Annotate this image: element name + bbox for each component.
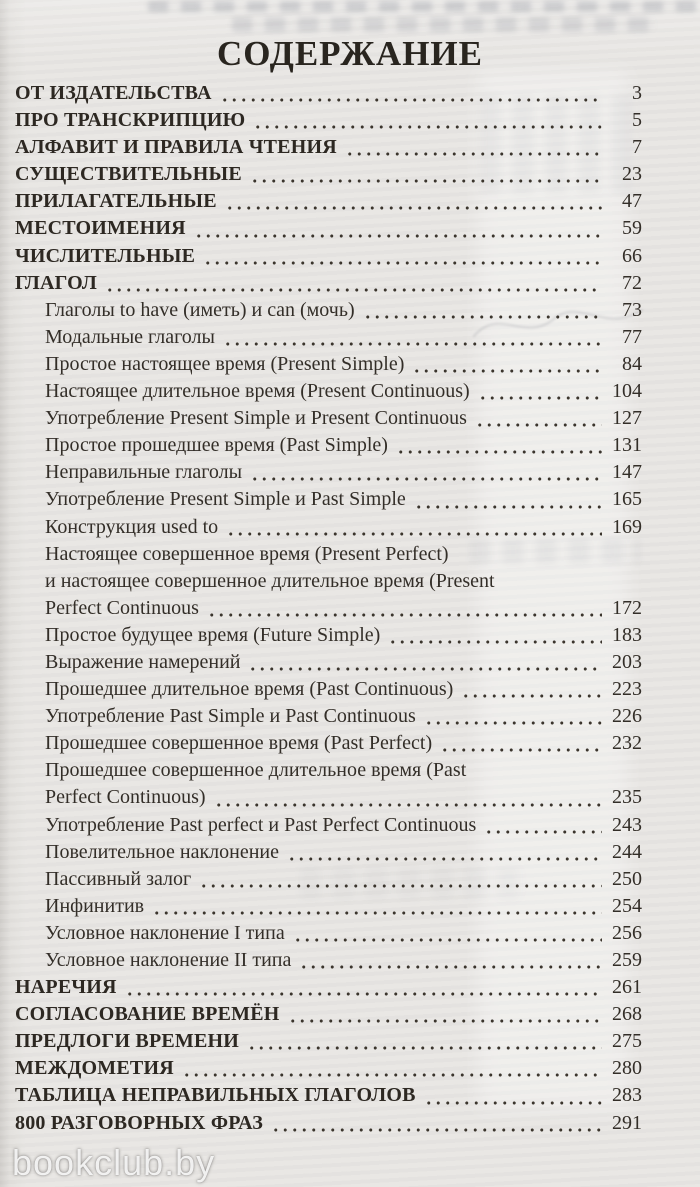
page-number: 275	[612, 1030, 642, 1053]
page-number: 47	[622, 190, 642, 213]
dot-leader	[297, 949, 602, 976]
page-number: 250	[612, 867, 642, 890]
page-number: 268	[612, 1003, 642, 1026]
table-of-contents	[15, 82, 642, 1139]
page-number: 5	[632, 109, 642, 132]
dot-leader	[248, 163, 602, 190]
toc-entry-label: Настоящее длительное время (Present Continuous)	[45, 380, 470, 403]
toc-row	[15, 922, 642, 949]
toc-row	[15, 705, 642, 732]
dot-leader	[197, 868, 602, 895]
toc-row	[15, 814, 642, 841]
dot-leader	[459, 678, 602, 705]
page-number: 243	[612, 813, 642, 836]
dot-leader	[482, 814, 602, 841]
toc-row	[15, 353, 642, 380]
page-number: 259	[612, 949, 642, 971]
toc-entry-label: Простое прошедшее время (Past Simple)	[45, 434, 388, 457]
toc-entry-label: Perfect Continuous	[45, 596, 199, 619]
toc-entry-label: Условное наклонение II типа	[45, 949, 292, 971]
toc-row	[15, 597, 642, 624]
dot-leader	[201, 245, 602, 272]
dot-leader	[248, 461, 602, 488]
toc-row	[15, 624, 642, 651]
dot-leader	[476, 380, 602, 407]
page-number: 127	[612, 407, 642, 430]
toc-row	[15, 1057, 642, 1084]
page-number: 223	[612, 678, 642, 701]
page-number: 169	[612, 515, 642, 538]
toc-entry-label: Употребление Present Simple и Present Continuous	[45, 407, 467, 430]
toc-row	[15, 949, 642, 976]
page-title: СОДЕРЖАНИЕ	[216, 34, 483, 73]
toc-entry-label: Прошедшее длительное время (Past Continuous)	[45, 678, 454, 701]
page-bleedthrough-top-2	[232, 17, 656, 32]
dot-leader	[123, 976, 602, 1003]
toc-row	[15, 651, 642, 678]
toc-entry-label: ТАБЛИЦА НЕПРАВИЛЬНЫХ ГЛАГОЛОВ	[15, 1084, 416, 1107]
dot-leader	[412, 488, 602, 515]
page-number: 203	[612, 650, 642, 673]
dot-leader	[291, 922, 602, 949]
toc-entry-label: Употребление Past perfect и Past Perfect Continuous	[45, 813, 477, 836]
dot-leader	[269, 1112, 602, 1139]
page-number: 84	[622, 352, 642, 375]
dot-leader	[410, 353, 602, 380]
dot-leader	[192, 217, 602, 244]
page-number: 23	[622, 163, 642, 186]
page-number: 235	[612, 786, 642, 809]
toc-entry-label: Выражение намерений	[45, 650, 241, 673]
page-number: 172	[612, 596, 642, 619]
page-number: 183	[612, 623, 642, 646]
toc-entry-label: Конструкция used to	[45, 515, 219, 538]
toc-entry-label: ПРИЛАГАТЕЛЬНЫЕ	[15, 190, 217, 213]
page-bleedthrough-top-1	[148, 1, 696, 12]
watermark-bookclub: bookclub.by	[12, 1142, 216, 1183]
toc-row	[15, 407, 642, 434]
dot-leader	[150, 895, 602, 922]
toc-row	[15, 326, 642, 353]
page-number: 72	[622, 271, 642, 294]
toc-row	[15, 272, 642, 299]
toc-entry-label: НАРЕЧИЯ	[15, 976, 117, 999]
toc-entry-label: Perfect Continuous)	[45, 786, 206, 809]
toc-entry-label: СУЩЕСТВИТЕЛЬНЫЕ	[15, 163, 242, 186]
toc-entry-label: Модальные глаголы	[45, 325, 215, 348]
page-number: 3	[632, 82, 642, 104]
toc-row	[15, 732, 642, 759]
toc-entry-label: Простое будущее время (Future Simple)	[45, 623, 381, 646]
toc-entry-label: Повелительное наклонение	[45, 840, 280, 863]
toc-row	[15, 488, 642, 515]
toc-entry-label: МЕСТОИМЕНИЯ	[15, 217, 186, 240]
dot-leader	[180, 1057, 602, 1084]
toc-entry-label: АЛФАВИТ И ПРАВИЛА ЧТЕНИЯ	[15, 136, 337, 159]
page-number: 77	[622, 325, 642, 348]
toc-row	[15, 786, 642, 813]
toc-entry-label: СОГЛАСОВАНИЕ ВРЕМЁН	[15, 1003, 280, 1026]
toc-entry-label: Инфинитив	[45, 894, 145, 917]
toc-row	[15, 136, 642, 163]
toc-row	[15, 217, 642, 244]
toc-entry-label: Условное наклонение I типа	[45, 921, 285, 944]
toc-row	[15, 163, 642, 190]
toc-entry-label: Неправильные глаголы	[45, 461, 243, 484]
page-number: 261	[612, 976, 642, 999]
page-number: 165	[612, 488, 642, 511]
dot-leader	[394, 434, 602, 461]
page-number: 254	[612, 894, 642, 917]
toc-row	[15, 1112, 642, 1139]
toc-entry-label: Прошедшее совершенное время (Past Perfect)	[45, 732, 433, 755]
toc-entry-label: 800 РАЗГОВОРНЫХ ФРАЗ	[15, 1111, 264, 1134]
dot-leader	[212, 786, 602, 813]
dot-leader	[285, 841, 602, 868]
page-number: 226	[612, 705, 642, 728]
toc-row	[15, 245, 642, 272]
dot-leader	[245, 1030, 602, 1057]
toc-row	[15, 868, 642, 895]
toc-row	[15, 190, 642, 217]
toc-row	[15, 516, 642, 543]
toc-entry-label: Глаголы to have (иметь) и can (мочь)	[45, 298, 355, 321]
toc-entry-label: МЕЖДОМЕТИЯ	[15, 1057, 174, 1080]
toc-entry-label: и настоящее совершенное длительное время (Present	[45, 569, 495, 592]
dot-leader	[218, 82, 602, 109]
page-number: 283	[612, 1084, 642, 1107]
page-number: 244	[612, 840, 642, 863]
dot-leader	[473, 407, 602, 434]
page-number: 104	[612, 380, 642, 403]
dot-leader	[422, 1084, 602, 1111]
toc-entry-label: Прошедшее совершенное длительное время (Past	[45, 759, 467, 782]
toc-row	[15, 380, 642, 407]
dot-leader	[224, 516, 602, 543]
toc-row	[15, 570, 642, 597]
dot-leader	[438, 732, 602, 759]
dot-leader	[223, 190, 602, 217]
toc-entry-label: Употребление Past Simple и Past Continuous	[45, 705, 416, 728]
toc-row	[15, 759, 642, 786]
toc-row	[15, 109, 642, 136]
toc-entry-label: ПРО ТРАНСКРИПЦИЮ	[15, 109, 246, 132]
toc-entry-label: ОТ ИЗДАТЕЛЬСТВА	[15, 82, 212, 104]
page-number: 73	[622, 298, 642, 321]
dot-leader	[103, 272, 602, 299]
toc-row	[15, 1003, 642, 1030]
toc-row	[15, 1084, 642, 1111]
toc-entry-label: Настоящее совершенное время (Present Perfect)	[45, 542, 449, 565]
page-number: 147	[612, 461, 642, 484]
dot-leader	[361, 299, 602, 326]
toc-row	[15, 461, 642, 488]
dot-leader	[205, 597, 602, 624]
toc-entry-label: ГЛАГОЛ	[15, 271, 97, 294]
page-number: 280	[612, 1057, 642, 1080]
page-number: 291	[612, 1111, 642, 1134]
dot-leader	[246, 651, 602, 678]
toc-row	[15, 841, 642, 868]
page-number: 66	[622, 244, 642, 267]
toc-row	[15, 543, 642, 570]
toc-entry-label: Употребление Present Simple и Past Simple	[45, 488, 406, 511]
page-number: 256	[612, 921, 642, 944]
page-number: 7	[632, 136, 642, 159]
toc-row	[15, 434, 642, 461]
dot-leader	[422, 705, 602, 732]
toc-row	[15, 299, 642, 326]
toc-entry-label: ЧИСЛИТЕЛЬНЫЕ	[15, 244, 196, 267]
dot-leader	[343, 136, 602, 163]
dot-leader	[286, 1003, 602, 1030]
toc-row	[15, 976, 642, 1003]
page-number: 232	[612, 732, 642, 755]
page-number: 131	[612, 434, 642, 457]
dot-leader	[251, 109, 602, 136]
page-number: 59	[622, 217, 642, 240]
dot-leader	[221, 326, 602, 353]
toc-row	[15, 895, 642, 922]
dot-leader	[386, 624, 602, 651]
toc-row	[15, 82, 642, 109]
toc-entry-label: Простое настоящее время (Present Simple)	[45, 352, 405, 375]
toc-entry-label: Пассивный залог	[45, 867, 192, 890]
toc-row	[15, 678, 642, 705]
toc-row	[15, 1030, 642, 1057]
toc-entry-label: ПРЕДЛОГИ ВРЕМЕНИ	[15, 1030, 240, 1053]
